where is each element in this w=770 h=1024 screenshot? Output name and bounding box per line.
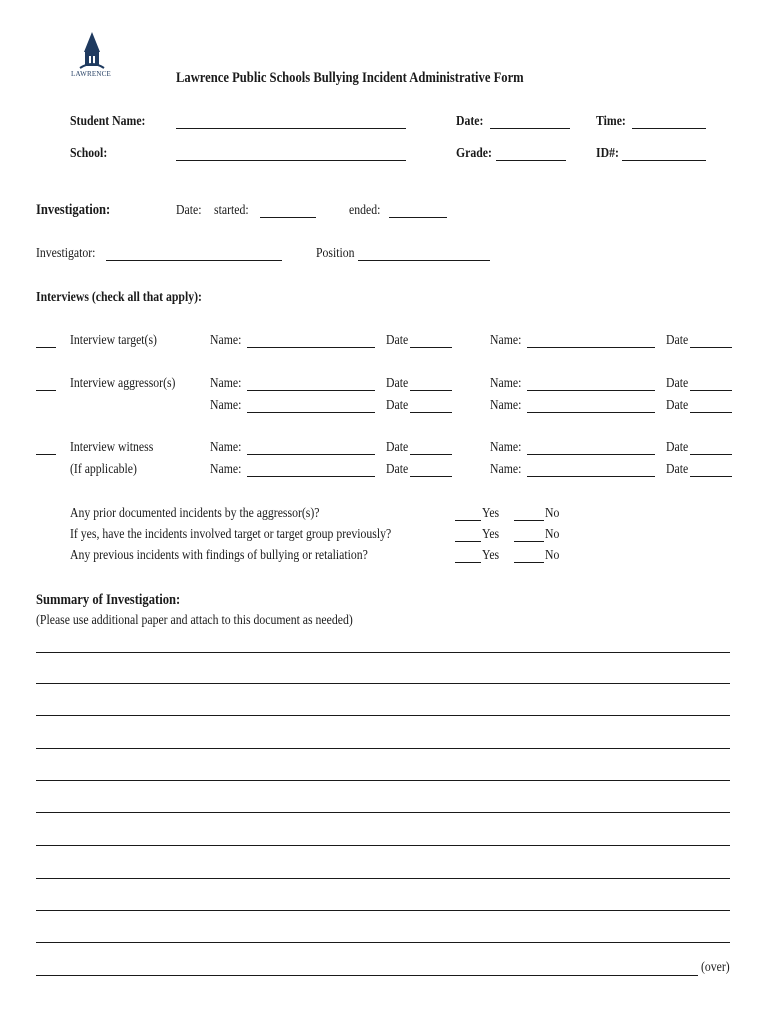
no-label: No: [545, 506, 560, 521]
form-title: Lawrence Public Schools Bullying Incident Administrative Form: [176, 70, 524, 86]
over-label: (over): [701, 960, 730, 975]
date-field[interactable]: [690, 463, 732, 477]
name-label: Name:: [490, 398, 522, 413]
question-prior-incidents: Any prior documented incidents by the aggressor(s)?: [70, 506, 320, 521]
summary-heading: Summary of Investigation:: [36, 592, 181, 608]
name-label: Name:: [490, 440, 522, 455]
name-label: Name:: [210, 462, 242, 477]
date-field[interactable]: [410, 377, 452, 391]
date-label: Date: [386, 398, 409, 413]
summary-line[interactable]: [36, 812, 730, 813]
name-label: Name:: [490, 376, 522, 391]
name-field[interactable]: [247, 463, 375, 477]
date-field[interactable]: [690, 399, 732, 413]
name-label: Name:: [490, 333, 522, 348]
position-field[interactable]: [358, 247, 490, 261]
witness-note: (If applicable): [70, 462, 137, 477]
name-label: Name:: [210, 376, 242, 391]
investigator-field[interactable]: [106, 247, 282, 261]
summary-line[interactable]: [36, 942, 730, 943]
no-blank[interactable]: [514, 549, 544, 563]
investigator-label: Investigator:: [36, 246, 96, 261]
name-field[interactable]: [247, 334, 375, 348]
name-field[interactable]: [527, 441, 655, 455]
interview-target-label: Interview target(s): [70, 333, 157, 348]
ended-label: ended:: [349, 203, 381, 218]
yes-label: Yes: [482, 527, 500, 542]
witness-checkbox[interactable]: [36, 441, 56, 455]
summary-line[interactable]: [36, 748, 730, 749]
name-field[interactable]: [247, 377, 375, 391]
summary-line[interactable]: [36, 878, 730, 879]
summary-line[interactable]: [36, 780, 730, 781]
date-label: Date: [666, 376, 689, 391]
time-field[interactable]: [632, 115, 706, 129]
date-field[interactable]: [690, 441, 732, 455]
name-field[interactable]: [527, 377, 655, 391]
summary-line[interactable]: [36, 683, 730, 684]
date-label: Date: [386, 333, 409, 348]
student-name-field[interactable]: [176, 115, 406, 129]
name-label: Name:: [490, 462, 522, 477]
summary-note: (Please use additional paper and attach to this document as needed): [36, 613, 353, 628]
date-label: Date: [666, 398, 689, 413]
yes-label: Yes: [482, 506, 500, 521]
name-field[interactable]: [527, 399, 655, 413]
investigation-heading: Investigation:: [36, 202, 111, 218]
summary-line[interactable]: [36, 910, 730, 911]
date-label: Date: [386, 376, 409, 391]
date-label: Date: [386, 462, 409, 477]
date-field[interactable]: [410, 399, 452, 413]
started-label: started:: [214, 203, 249, 218]
no-label: No: [545, 548, 560, 563]
started-field[interactable]: [260, 204, 316, 218]
id-label: ID#:: [596, 146, 619, 161]
date-field[interactable]: [410, 441, 452, 455]
investigation-date-label: Date:: [176, 203, 202, 218]
interview-witness-label: Interview witness: [70, 440, 154, 455]
date-label: Date: [666, 440, 689, 455]
question-previous-findings: Any previous incidents with findings of bullying or retaliation?: [70, 548, 368, 563]
date-field[interactable]: [490, 115, 570, 129]
aggressor-checkbox[interactable]: [36, 377, 56, 391]
interviews-heading: Interviews (check all that apply):: [36, 290, 202, 305]
yes-label: Yes: [482, 548, 500, 563]
id-field[interactable]: [622, 147, 706, 161]
summary-line[interactable]: [36, 715, 730, 716]
no-label: No: [545, 527, 560, 542]
date-label: Date: [666, 462, 689, 477]
date-field[interactable]: [690, 334, 732, 348]
date-label: Date: [386, 440, 409, 455]
question-target-group: If yes, have the incidents involved target or target group previously?: [70, 527, 392, 542]
name-field[interactable]: [527, 334, 655, 348]
student-name-label: Student Name:: [70, 114, 146, 129]
ended-field[interactable]: [389, 204, 447, 218]
target-checkbox[interactable]: [36, 334, 56, 348]
date-field[interactable]: [410, 334, 452, 348]
name-field[interactable]: [247, 441, 375, 455]
time-label: Time:: [596, 114, 626, 129]
date-label: Date: [666, 333, 689, 348]
school-label: School:: [70, 146, 108, 161]
date-field[interactable]: [410, 463, 452, 477]
name-label: Name:: [210, 333, 242, 348]
summary-line[interactable]: [36, 845, 730, 846]
interview-aggressor-label: Interview aggressor(s): [70, 376, 176, 391]
summary-line[interactable]: [36, 975, 698, 976]
name-field[interactable]: [527, 463, 655, 477]
logo-text: LAWRENCE: [71, 70, 111, 78]
name-label: Name:: [210, 440, 242, 455]
name-field[interactable]: [247, 399, 375, 413]
position-label: Position: [316, 246, 355, 261]
no-blank[interactable]: [514, 528, 544, 542]
no-blank[interactable]: [514, 507, 544, 521]
school-field[interactable]: [176, 147, 406, 161]
yes-blank[interactable]: [455, 549, 481, 563]
name-label: Name:: [210, 398, 242, 413]
date-field[interactable]: [690, 377, 732, 391]
yes-blank[interactable]: [455, 528, 481, 542]
grade-field[interactable]: [496, 147, 566, 161]
grade-label: Grade:: [456, 146, 492, 161]
summary-line[interactable]: [36, 652, 730, 653]
yes-blank[interactable]: [455, 507, 481, 521]
date-label: Date:: [456, 114, 484, 129]
